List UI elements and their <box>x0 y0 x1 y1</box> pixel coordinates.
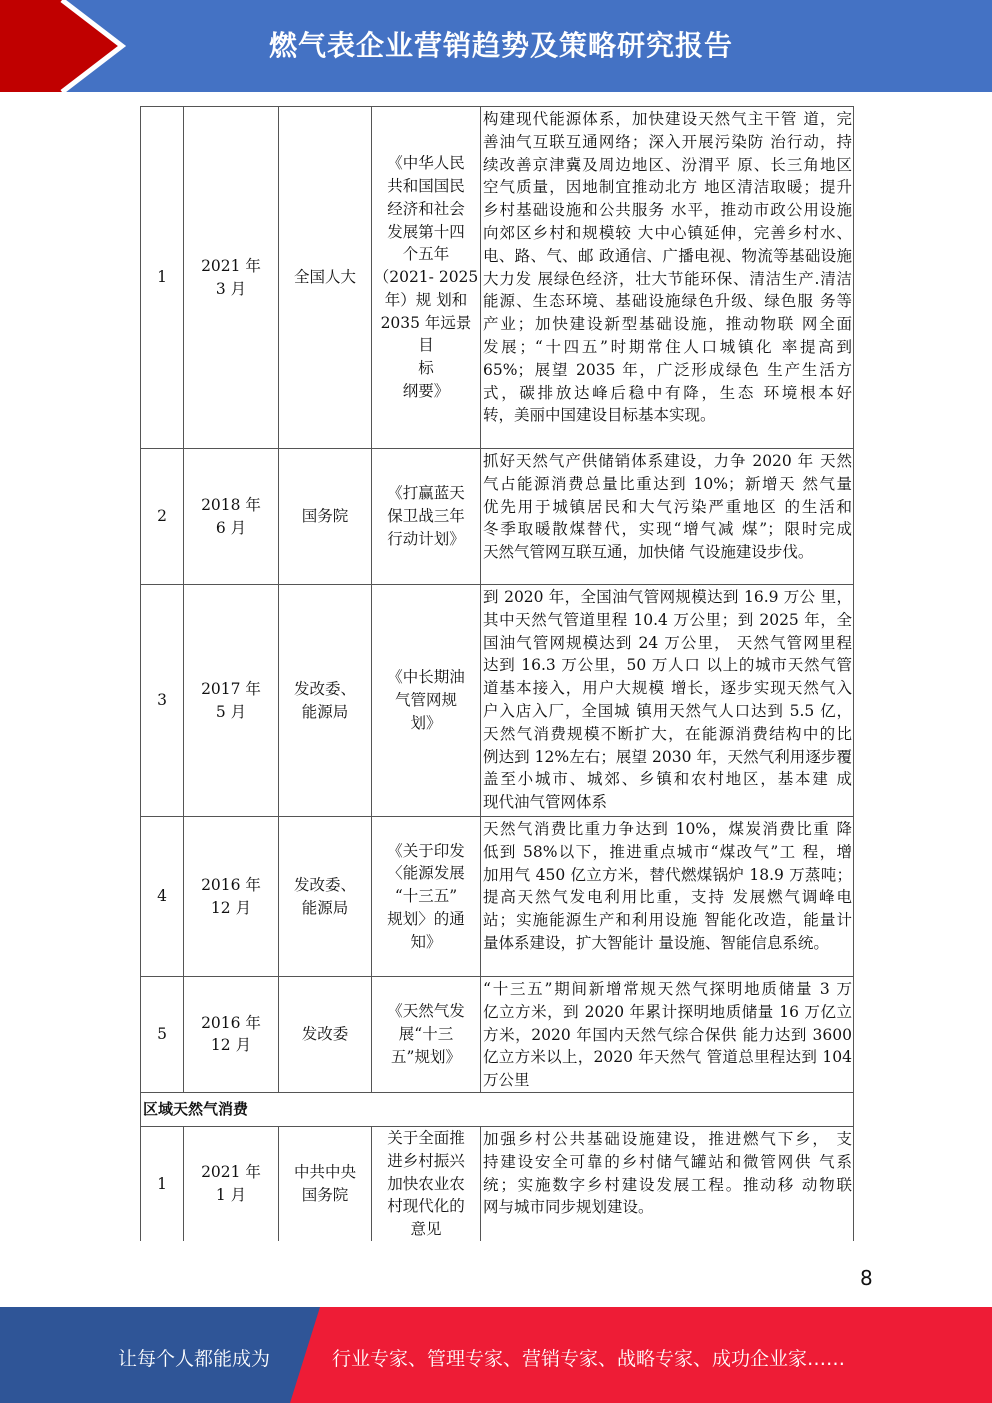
date-line: 2018 年 <box>201 495 261 514</box>
policy-name-line: “十三五” <box>394 887 458 906</box>
table-row <box>141 449 854 585</box>
report-title: 燃气表企业营销趋势及策略研究报告 <box>268 29 733 62</box>
issuer-line: 国务院 <box>301 507 349 526</box>
policy-content-line: 盖至小城市、城郊、乡镇和农村地区，基本建 成 <box>483 770 852 789</box>
policy-content-line: 续改善京津冀及周边地区、汾渭平 原、长三角地区 <box>483 155 852 174</box>
policy-name-line: 知》 <box>410 932 442 951</box>
policy-content-line: 亿立方米，到 2020 年累计探明地质储量 16 万亿立 <box>483 1002 852 1021</box>
policy-name-line: 《打赢蓝天 <box>387 484 465 503</box>
page-header <box>0 0 992 92</box>
date-line: 1 月 <box>215 1185 247 1204</box>
policy-name-line: 《中长期油 <box>387 668 465 687</box>
policy-name-line: 加快农业农 <box>387 1174 465 1193</box>
date-line: 2017 年 <box>201 679 261 698</box>
policy-name-line: 2035 年远景目 <box>380 313 472 355</box>
policy-name-line: （2021- 2025 <box>373 268 479 287</box>
policy-content-line: 乡村基础设施和公共服务 水平，推动市政公用设施 <box>483 201 852 220</box>
policy-name-line: 进乡村振兴 <box>387 1151 465 1170</box>
issuer-line: 发改委、 <box>293 875 356 894</box>
policy-name-line: 经济和社会 <box>387 199 465 218</box>
table-row <box>141 817 854 977</box>
policy-content-line: 式，碳排放达峰后稳中有降，生态 环境根本好 <box>483 383 852 402</box>
issuer-line: 全国人大 <box>293 268 356 287</box>
policy-content-line: 亿立方米以上，2020 年天然气 管道总里程达到 104 <box>483 1048 852 1067</box>
issuer-cell <box>279 1126 372 1240</box>
policy-content-line: 天然气消费比重力争达到 10%，煤炭消费比重 降 <box>483 820 852 838</box>
policy-name-line: 〈能源发展 <box>387 864 465 883</box>
issuer-line: 能源局 <box>301 702 349 721</box>
issuer-line: 国务院 <box>301 1185 349 1204</box>
policy-name-line: 个五年 <box>402 245 450 264</box>
issuer-cell <box>279 977 372 1093</box>
policy-name-line: 纲要》 <box>402 382 450 401</box>
row-number: 1 <box>141 1126 184 1240</box>
page-number: 8 <box>860 1266 873 1290</box>
policy-name-line: 《关于印发 <box>387 841 465 860</box>
policy-name-cell <box>372 585 481 817</box>
date-cell <box>184 1126 279 1240</box>
date-line: 2021 年 <box>201 1163 261 1182</box>
date-line: 2016 年 <box>201 875 261 894</box>
policy-content-line: 天然气管网互联互通，加快储 气设施建设步伐。 <box>483 543 814 562</box>
policy-content-line: 低到 58%以下，推进重点城市“煤改气”工 程，增 <box>483 842 852 861</box>
date-cell <box>184 107 279 449</box>
policy-name-line: 行动计划》 <box>387 529 465 548</box>
date-line: 2021 年 <box>201 256 261 275</box>
date-cell <box>184 449 279 585</box>
policy-name-line: 《天然气发 <box>387 1002 465 1021</box>
policy-content-line: 网与城市同步规划建设。 <box>483 1198 654 1217</box>
policy-name-cell <box>372 817 481 977</box>
policy-content-line: 天然气消费规模不断扩大，在能源消费结构中的比 <box>483 724 852 743</box>
policy-content-line: 国油气管网规模达到 24 万公里， 天然气管网里程 <box>483 633 852 652</box>
row-number: 5 <box>141 977 184 1093</box>
date-cell <box>184 817 279 977</box>
policy-name-cell <box>372 107 481 449</box>
issuer-cell <box>279 107 372 449</box>
policy-name-line: 共和国国民 <box>387 176 465 195</box>
table-row <box>141 1126 854 1240</box>
policy-name-line: 发展第十四 <box>387 222 465 241</box>
policy-content-line: 加用气 450 亿立方米，替代燃煤锅炉 18.9 万蒸吨； <box>483 865 852 884</box>
issuer-line: 能源局 <box>301 898 349 917</box>
policy-name-line: 气管网规 <box>394 691 457 710</box>
policy-name-cell <box>372 1126 481 1240</box>
date-line: 5 月 <box>215 702 247 721</box>
row-number: 2 <box>141 449 184 585</box>
policy-name-line: 保卫战三年 <box>387 507 465 526</box>
table-row <box>141 585 854 817</box>
policy-content-line: 善油气互联互通网络；深入开展污染防 治行动，持 <box>483 132 852 151</box>
issuer-cell <box>279 817 372 977</box>
policy-content-line: 万公里 <box>483 1071 530 1090</box>
policy-content-line: 提高天然气发电利用比重，支持 发展燃气调峰电 <box>483 888 852 907</box>
policy-content-cell <box>481 449 854 585</box>
policy-content-line: 65%；展望 2035 年，广泛形成绿色 生产生活方 <box>483 360 852 379</box>
row-number: 4 <box>141 817 184 977</box>
policy-content-line: 向郊区乡村和规模较 大中心镇延伸，完善乡村水、 <box>483 223 852 242</box>
policy-name-line: 年）规 划和 <box>384 290 468 309</box>
policy-content-line: 到 2020 年，全国油气管网规模达到 16.9 万公 里， <box>483 588 852 606</box>
date-line: 2016 年 <box>201 1013 261 1032</box>
policy-content-line: 优先用于城镇居民和大气污染严重地区 的生活和 <box>483 497 852 516</box>
issuer-line: 发改委 <box>301 1025 349 1044</box>
policy-content-line: 冬季取暖散煤替代，实现“增气减 煤”；限时完成 <box>483 520 852 539</box>
policy-content-line: 气占能源消费总量比重达到 10%；新增天 然气量 <box>483 474 852 493</box>
date-cell <box>184 977 279 1093</box>
policy-content-line: 抓好天然气产供储销体系建设，力争 2020 年 天然 <box>483 452 852 470</box>
row-number: 1 <box>141 107 184 449</box>
policy-content-line: 持建设安全可靠的乡村储气罐站和微管网供 气系 <box>483 1152 852 1171</box>
section-heading: 区域天然气消费 <box>141 1092 854 1126</box>
policy-content-line: 能源、生态环境、基础设施绿色升级、绿色服 务等 <box>483 292 852 311</box>
policy-table <box>140 106 854 1241</box>
row-number: 3 <box>141 585 184 817</box>
policy-content-cell <box>481 977 854 1093</box>
policy-content-line: 转，美丽中国建设目标基本实现。 <box>483 406 716 425</box>
policy-content-line: 站；实施能源生产和利用设施 智能化改造，能量计 <box>483 911 852 930</box>
policy-content-line: 其中天然气管道里程 10.4 万公里；到 2025 年，全 <box>483 610 852 629</box>
issuer-line: 发改委、 <box>293 679 356 698</box>
policy-name-line: 意见 <box>410 1220 442 1239</box>
policy-content-line: 电、路、气、邮 政通信、广播电视、物流等基础设施 <box>483 246 852 265</box>
footer-slogan-right: 行业专家、管理专家、营销专家、战略专家、成功企业家…… <box>332 1348 846 1370</box>
policy-name-line: 规划〉的通 <box>387 909 465 928</box>
policy-content-line: 户入店入厂，全国城 镇用天然气人口达到 5.5 亿， <box>483 701 852 720</box>
date-cell <box>184 585 279 817</box>
policy-content-line: 现代油气管网体系 <box>483 793 608 812</box>
policy-name-line: 《中华人民 <box>387 154 465 173</box>
policy-name-line: 村现代化的 <box>387 1197 465 1216</box>
policy-content-line: 道基本接入，用户大规模 增长，逐步实现天然气入 <box>483 679 852 698</box>
policy-content-cell <box>481 1126 854 1240</box>
policy-content-line: 加强乡村公共基础设施建设，推进燃气下乡， 支 <box>483 1129 852 1148</box>
policy-name-cell <box>372 449 481 585</box>
policy-content-line: 例达到 12%左右；展望 2030 年，天然气利用逐步覆 <box>483 747 852 766</box>
policy-name-line: 五”规划》 <box>391 1047 461 1066</box>
footer-slogan-left: 让每个人都能成为 <box>118 1348 271 1370</box>
date-line: 12 月 <box>210 1036 252 1055</box>
date-line: 3 月 <box>215 279 247 298</box>
policy-content-line: 大力发 展绿色经济，壮大节能环保、清洁生产.清洁 <box>483 269 852 288</box>
policy-content-line: 统；实施数字乡村建设发展工程。推动移 动物联 <box>483 1175 852 1194</box>
policy-content-line: “十三五”期间新增常规天然气探明地质储量 3 万 <box>483 980 852 998</box>
policy-content-cell <box>481 817 854 977</box>
policy-name-cell <box>372 977 481 1093</box>
issuer-cell <box>279 585 372 817</box>
date-line: 6 月 <box>215 518 247 537</box>
policy-content-line: 发展；“十四五”时期常住人口城镇化 率提高到 <box>483 337 852 356</box>
policy-name-line: 展“十三 <box>398 1025 454 1044</box>
table-row <box>141 977 854 1093</box>
policy-content-line: 量体系建设，扩大智能计 量设施、智能信息系统。 <box>483 933 829 952</box>
policy-content-line: 构建现代能源体系，加快建设天然气主干管 道，完 <box>483 110 852 128</box>
policy-content-line: 达到 16.3 万公里，50 万人口 以上的城市天然气管 <box>483 656 852 675</box>
policy-content-line: 空气质量，因地制宜推动北方 地区清洁取暖；提升 <box>483 178 852 197</box>
date-line: 12 月 <box>210 898 252 917</box>
policy-content-cell <box>481 107 854 449</box>
policy-name-line: 标 <box>418 359 434 378</box>
issuer-cell <box>279 449 372 585</box>
table-row <box>141 107 854 449</box>
issuer-line: 中共中央 <box>293 1163 356 1182</box>
policy-name-line: 划》 <box>410 713 442 732</box>
policy-content-cell <box>481 585 854 817</box>
policy-content-line: 产业；加快建设新型基础设施，推动物联 网全面 <box>483 315 852 334</box>
policy-content-line: 方米，2020 年国内天然气综合保供 能力达到 3600 <box>483 1025 852 1044</box>
policy-name-line: 关于全面推 <box>387 1128 465 1147</box>
